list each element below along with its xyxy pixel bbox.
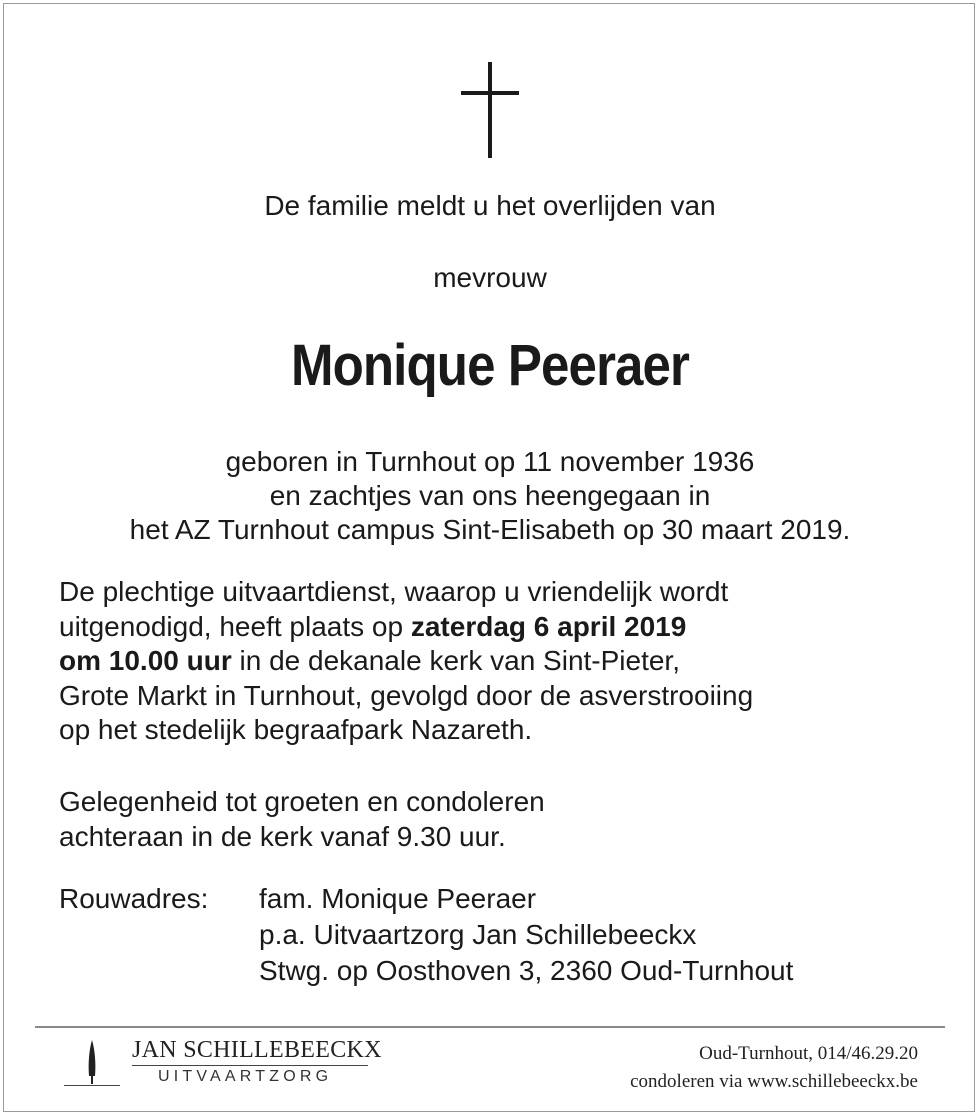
address-lines [259,881,793,989]
intro-text: De familie meldt u het overlijden van [264,190,716,221]
service-date: zaterdag 6 april 2019 [410,610,687,642]
condolence-line: Gelegenheid tot groeten en condoleren [59,786,545,817]
birth-line: en zachtjes van ons heengegaan in [269,480,711,511]
birth-info [0,445,980,547]
service-text: in de dekanale kerk van Sint-Pieter, [231,645,680,676]
cypress-tree-icon [64,1040,120,1088]
cross-icon [461,62,521,158]
service-text: uitgenodigd, heeft plaats op [59,610,411,642]
service-line: op het stedelijk begraafpark Nazareth. [59,714,533,745]
logo-subtitle: UITVAARTZORG [158,1068,333,1085]
service-line [59,610,753,645]
deceased-name: Monique Peeraer [290,333,690,398]
service-line: Grote Markt in Turnhout, gevolgd door de asverstrooiing [59,679,754,711]
address-label: Rouwadres: [59,883,209,914]
service-line: De plechtige uitvaartdienst, waarop u vriendelijk wordt [59,576,729,607]
service-line [59,644,753,679]
service-time: om 10.00 uur [59,645,232,676]
contact-phone: Oud-Turnhout, 014/46.29.20 [699,1043,918,1064]
birth-line: geboren in Turnhout op 11 november 1936 [225,446,755,477]
address-line: p.a. Uitvaartzorg Jan Schillebeeckx [259,919,697,950]
address-line: fam. Monique Peeraer [259,883,537,914]
logo-underline [132,1065,368,1066]
contact-website: condoleren via www.schillebeeckx.be [630,1071,918,1092]
condolence-paragraph [59,785,545,854]
title-word: mevrouw [433,262,547,293]
footer-divider [35,1026,945,1028]
logo-name: JAN SCHILLEBEECKX [132,1037,382,1063]
service-paragraph [59,575,753,748]
footer-contact [630,1040,918,1096]
condolence-line: achteraan in de kerk vanaf 9.30 uur. [59,820,506,852]
address-line: Stwg. op Oosthoven 3, 2360 Oud-Turnhout [259,955,794,986]
birth-line: het AZ Turnhout campus Sint-Elisabeth op 30 maart 2019. [129,514,851,545]
